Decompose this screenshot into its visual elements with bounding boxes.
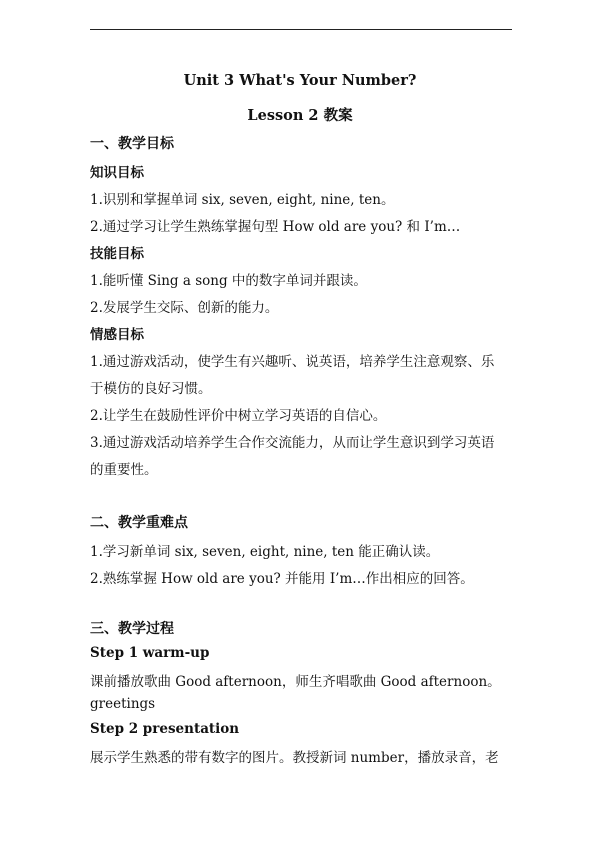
skill-item: 2.发展学生交际、创新的能力。 — [90, 300, 279, 316]
document-title: Unit 3 What's Your Number? — [183, 72, 417, 89]
document-subtitle: Lesson 2 教案 — [247, 107, 353, 124]
emotion-item: 1.通过游戏活动，使学生有兴趣听、说英语，培养学生注意观察、乐 — [90, 354, 495, 370]
step-1-heading: Step 1 warm-up — [90, 645, 210, 661]
section-heading-objectives: 一、教学目标 — [90, 136, 174, 152]
subheading-emotion: 情感目标 — [90, 327, 144, 343]
step-2-heading: Step 2 presentation — [90, 721, 240, 737]
subheading-knowledge: 知识目标 — [90, 165, 144, 181]
emotion-item: 于模仿的良好习惯。 — [90, 381, 212, 397]
skill-item: 1.能听懂 Sing a song 中的数字单词并跟读。 — [90, 273, 367, 289]
step-1-line: 课前播放歌曲 Good afternoon，师生齐唱歌曲 Good afternoon。 — [90, 674, 501, 690]
emotion-item: 3.通过游戏活动培养学生合作交流能力，从而让学生意识到学习英语 — [90, 435, 495, 451]
header-rule — [90, 29, 512, 30]
knowledge-item: 2.通过学习让学生熟练掌握句型 How old are you? 和 I’m… — [90, 219, 461, 235]
emotion-item: 的重要性。 — [90, 462, 158, 478]
emotion-item: 2.让学生在鼓励性评价中树立学习英语的自信心。 — [90, 408, 387, 424]
step-1-line: greetings — [90, 696, 156, 712]
key-point-item: 1.学习新单词 six, seven, eight, nine, ten 能正确认读。 — [90, 544, 440, 560]
section-heading-key-points: 二、教学重难点 — [90, 515, 188, 531]
subheading-skills: 技能目标 — [90, 246, 144, 262]
section-heading-process: 三、教学过程 — [90, 621, 174, 637]
key-point-item: 2.熟练掌握 How old are you? 并能用 I’m…作出相应的回答。 — [90, 571, 474, 587]
step-2-line: 展示学生熟悉的带有数字的图片。教授新词 number，播放录音，老 — [90, 750, 499, 766]
knowledge-item: 1.识别和掌握单词 six, seven, eight, nine, ten。 — [90, 192, 395, 208]
